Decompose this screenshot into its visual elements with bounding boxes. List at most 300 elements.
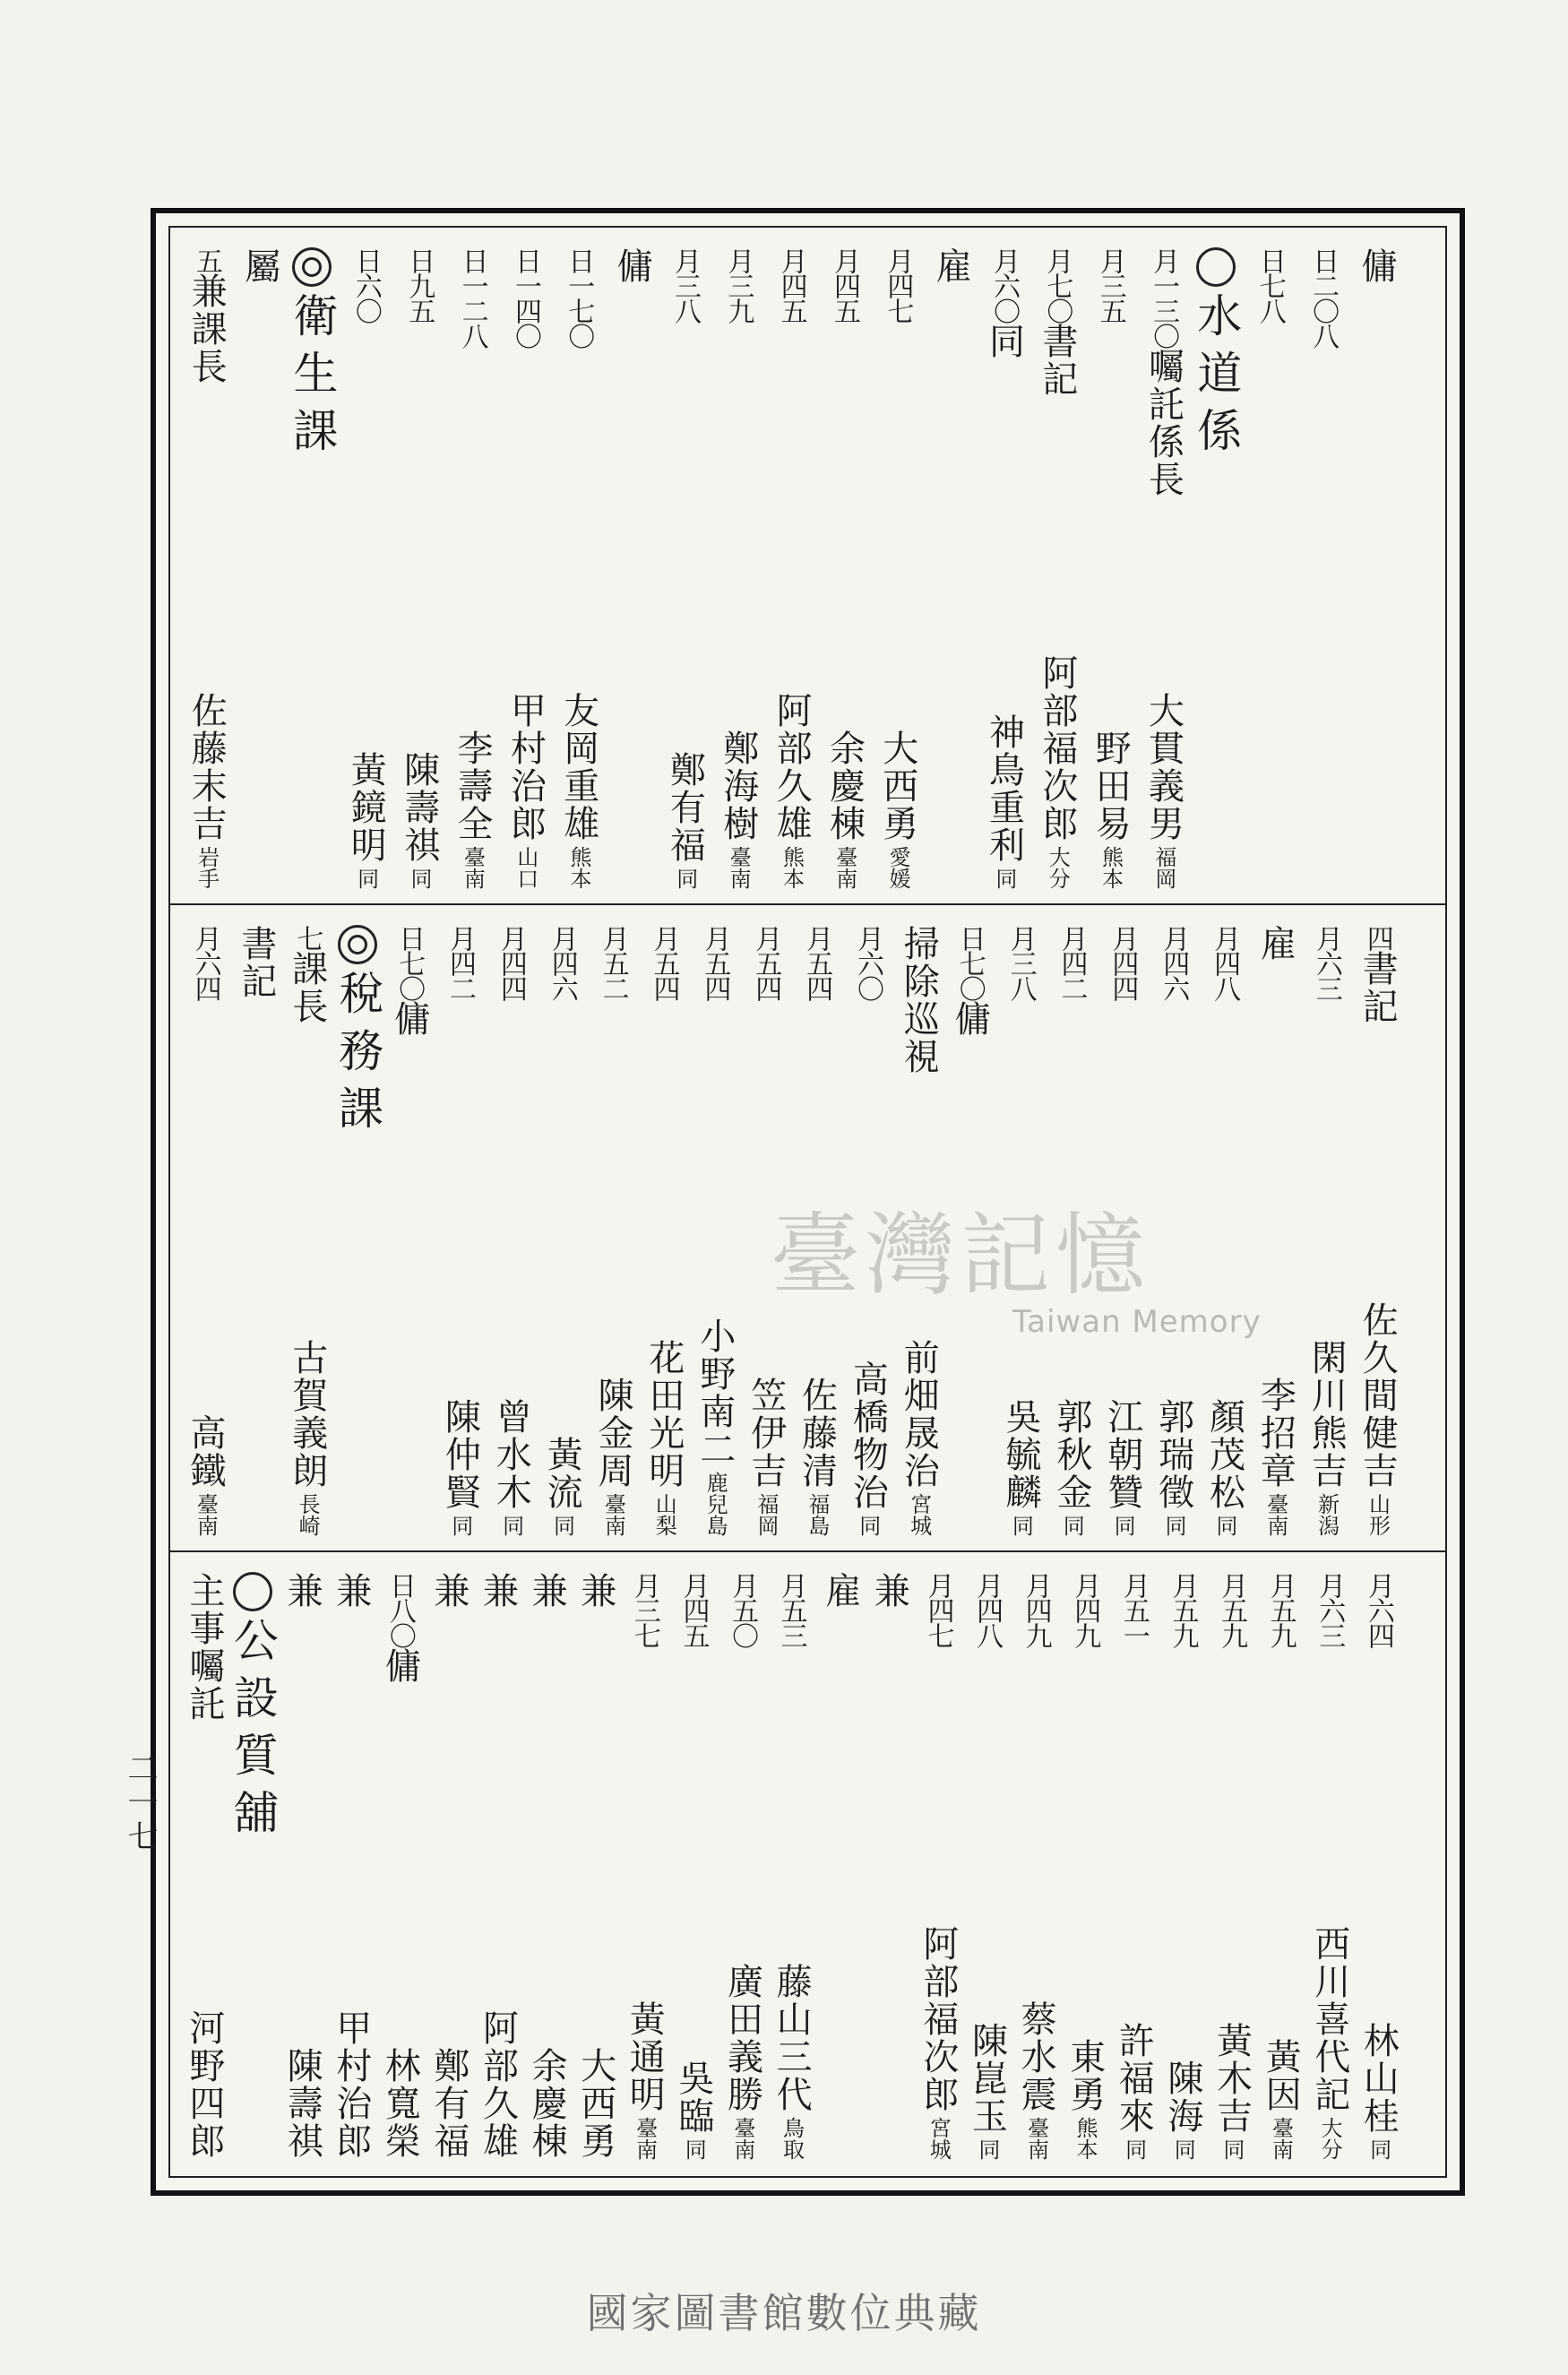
entry-column bbox=[179, 905, 230, 1550]
entry-person-origin: 臺南 bbox=[726, 846, 752, 889]
entry-person bbox=[624, 2000, 666, 2160]
entry-person bbox=[1065, 2038, 1104, 2160]
entry-person-name: 吳毓麟 bbox=[1000, 1398, 1042, 1511]
entry-person bbox=[504, 692, 547, 889]
entry-person-origin: 岩手 bbox=[194, 846, 220, 889]
entry-rank-salary: 月四九 bbox=[1020, 1572, 1052, 1647]
entry-rank-salary: 七 bbox=[291, 925, 323, 950]
entry-column bbox=[605, 228, 658, 903]
entry-person-origin: 宮城 bbox=[906, 1493, 932, 1536]
entry-person-origin: 同 bbox=[1059, 1515, 1085, 1536]
entry-column bbox=[1148, 905, 1199, 1550]
entry-person-origin: 鳥取 bbox=[779, 2117, 805, 2160]
entry-column bbox=[689, 905, 740, 1550]
entry-person-name bbox=[1303, 364, 1341, 477]
section-heading-text: 公設質舖 bbox=[226, 1617, 279, 1846]
entry-person-origin: 鹿兒島 bbox=[702, 1472, 728, 1536]
entry-title: 同 bbox=[983, 323, 1025, 360]
entry-person bbox=[1254, 1377, 1297, 1536]
entry-person-name: 黃流 bbox=[541, 1436, 583, 1511]
entry-person-origin: 同 bbox=[1121, 2138, 1147, 2160]
entry-column bbox=[485, 905, 536, 1550]
entry-title: 傭 bbox=[388, 1000, 430, 1038]
entry-rank-salary: 月七〇 bbox=[1041, 247, 1073, 323]
entry-person-origin: 同 bbox=[855, 1515, 881, 1536]
entry-person bbox=[1260, 2038, 1302, 2160]
entry-column bbox=[1136, 228, 1189, 903]
entry-rank-salary: 日一四〇 bbox=[509, 247, 541, 348]
entry-column bbox=[638, 905, 689, 1550]
entry-column bbox=[995, 905, 1046, 1550]
entry-rank-salary: 月五四 bbox=[699, 925, 731, 1000]
entry-rank-salary: 月六四 bbox=[1362, 1572, 1394, 1647]
entry-person bbox=[1016, 2000, 1055, 2160]
entry-person-name: 郭秋金 bbox=[1050, 1398, 1092, 1511]
entry-person bbox=[1090, 730, 1132, 889]
entry-person-origin: 同 bbox=[549, 1515, 575, 1536]
entry-rank-salary: 月一三〇 bbox=[1148, 247, 1180, 348]
entry-person-origin: 臺南 bbox=[632, 2117, 658, 2160]
entry-person-origin: 熊本 bbox=[779, 846, 805, 889]
entry-column bbox=[668, 1552, 718, 2174]
entry-person-name: 吳臨 bbox=[672, 2060, 714, 2135]
entry-column bbox=[1030, 228, 1083, 903]
entry-person bbox=[796, 1377, 838, 1536]
entry-person-name: 東勇 bbox=[1064, 2038, 1106, 2113]
section-bottom bbox=[170, 1552, 1445, 2174]
entry-person bbox=[491, 1398, 530, 1536]
entry-person bbox=[1250, 364, 1288, 502]
entry-person bbox=[966, 2022, 1008, 2160]
entry-column bbox=[619, 1552, 668, 2174]
entry-person-name: 黃因 bbox=[1260, 2038, 1302, 2113]
entry-title: 屬 bbox=[238, 247, 280, 285]
entry-person-name: 陳壽祺 bbox=[398, 751, 440, 864]
entry-title: 兼 bbox=[281, 1572, 323, 1610]
entry-person-origin: 熊本 bbox=[1073, 2117, 1098, 2160]
entry-column bbox=[658, 228, 711, 903]
entry-column bbox=[892, 905, 943, 1550]
entry-person bbox=[593, 1377, 632, 1536]
entry-person bbox=[771, 1963, 813, 2160]
entry-column bbox=[943, 905, 995, 1550]
entry-column bbox=[424, 1552, 473, 2174]
entry-person-origin: 同 bbox=[447, 1515, 473, 1536]
entry-person-name: 李壽全 bbox=[452, 730, 493, 842]
entry-column bbox=[1158, 1552, 1207, 2174]
entry-person-name: 佐藤末吉 bbox=[185, 692, 228, 842]
entry-person-origin: 大分 bbox=[1045, 846, 1071, 889]
entry-column bbox=[1300, 905, 1351, 1550]
entry-person-name: 河野四郎 bbox=[183, 2009, 225, 2160]
section-heading-text: 水道係 bbox=[1190, 292, 1243, 464]
entry-person-name: 阿部福次郎 bbox=[1036, 654, 1078, 842]
entry-person-origin: 同 bbox=[498, 1515, 524, 1536]
entry-person-name: 陳崑玉 bbox=[966, 2022, 1008, 2135]
entry-person bbox=[332, 2009, 370, 2160]
entry-person-origin bbox=[1258, 480, 1281, 502]
entry-column bbox=[536, 905, 587, 1550]
entry-title: 囑託係長 bbox=[1142, 348, 1185, 498]
entry-column bbox=[498, 228, 551, 903]
entry-column bbox=[1083, 228, 1136, 903]
entry-person bbox=[439, 1398, 481, 1536]
entry-person bbox=[1103, 1398, 1142, 1536]
entry-column bbox=[232, 228, 285, 903]
entry-rank-salary: 月五四 bbox=[750, 925, 782, 1000]
entry-person-name: 顏茂松 bbox=[1203, 1398, 1245, 1511]
entry-person-origin: 臺南 bbox=[831, 846, 857, 889]
entry-person bbox=[664, 751, 706, 889]
entry-column bbox=[551, 228, 604, 903]
entry-person-origin: 臺南 bbox=[1268, 2117, 1294, 2160]
entry-person bbox=[185, 2009, 223, 2160]
entry-rank-salary: 日七〇 bbox=[953, 925, 986, 1000]
entry-title: 傭 bbox=[1355, 247, 1397, 285]
entry-person-name: 阿部久雄 bbox=[771, 692, 813, 842]
entry-person-origin: 臺南 bbox=[729, 2117, 755, 2160]
entry-person bbox=[398, 751, 440, 889]
entry-person-name: 藤山三代 bbox=[771, 1963, 813, 2113]
entry-rank-salary: 月六〇 bbox=[988, 247, 1021, 323]
entry-person-name: 郭瑞徵 bbox=[1152, 1398, 1194, 1511]
entry-person-origin: 福島 bbox=[804, 1493, 830, 1536]
entry-person bbox=[429, 2047, 468, 2160]
entry-person bbox=[1357, 1301, 1399, 1536]
entry-person-name: 陳壽祺 bbox=[281, 2047, 323, 2160]
watermark-subtext: Taiwan Memory bbox=[1012, 1304, 1262, 1340]
entry-person-origin: 同 bbox=[1161, 1515, 1187, 1536]
entry-person bbox=[185, 692, 228, 889]
entry-person bbox=[771, 692, 813, 889]
entry-column bbox=[1060, 1552, 1109, 2174]
entry-person-name: 蔡水震 bbox=[1015, 2000, 1057, 2113]
entry-person-origin: 同 bbox=[1219, 2138, 1245, 2160]
entry-column bbox=[740, 905, 791, 1550]
entry-rank-salary: 月五九 bbox=[1264, 1572, 1297, 1647]
entry-column bbox=[1011, 1552, 1060, 2174]
entry-person bbox=[379, 2047, 421, 2160]
entry-person-name: 余慶棟 bbox=[823, 730, 866, 842]
entry-person-name: 閑川熊吉 bbox=[1305, 1339, 1348, 1490]
entry-rank-salary: 月三八 bbox=[668, 247, 701, 323]
double-circle-mark-icon bbox=[292, 247, 332, 287]
section-heading bbox=[333, 925, 382, 1142]
entry-person bbox=[1153, 1398, 1192, 1536]
entry-rank-salary: 月四六 bbox=[546, 925, 578, 1000]
entry-person-name: 余慶棟 bbox=[526, 2047, 568, 2160]
entry-column bbox=[1046, 905, 1097, 1550]
section-top bbox=[170, 228, 1445, 903]
entry-person-name: 廣田義勝 bbox=[721, 1963, 763, 2113]
entry-person-origin: 臺南 bbox=[460, 846, 486, 889]
entry-person bbox=[918, 1925, 957, 2160]
entry-person-origin: 長崎 bbox=[295, 1493, 321, 1536]
entry-column bbox=[228, 1552, 278, 2174]
entry-rank-salary bbox=[1361, 247, 1390, 323]
entry-person-origin: 山口 bbox=[513, 846, 538, 889]
entry-column bbox=[434, 905, 485, 1550]
entry-person bbox=[1357, 439, 1395, 577]
entry-title: 傭 bbox=[611, 247, 653, 285]
section-middle bbox=[170, 905, 1445, 1550]
entry-rank-salary: 五 bbox=[190, 247, 222, 272]
entry-person bbox=[576, 2047, 615, 2160]
section-heading bbox=[228, 1572, 277, 1846]
entry-column bbox=[871, 228, 924, 903]
entry-column bbox=[718, 1552, 767, 2174]
entry-person-origin: 山形 bbox=[1365, 1493, 1391, 1536]
entry-rank-salary: 月五四 bbox=[648, 925, 680, 1000]
entry-person bbox=[719, 730, 757, 889]
entry-person-name bbox=[1357, 439, 1395, 552]
entry-person bbox=[644, 1339, 683, 1536]
entry-person bbox=[745, 1377, 787, 1536]
entry-person-name: 高鐵 bbox=[185, 1414, 227, 1490]
entry-person-name: 林山桂 bbox=[1357, 2022, 1400, 2135]
entry-rank-salary: 日二〇八 bbox=[1307, 247, 1340, 348]
entry-rank-salary: 日七〇 bbox=[393, 925, 426, 1000]
entry-person bbox=[1052, 1398, 1090, 1536]
entry-person-name: 笠伊吉 bbox=[745, 1377, 787, 1490]
entry-person-origin: 同 bbox=[1008, 1515, 1034, 1536]
entry-person-origin: 臺南 bbox=[193, 1493, 219, 1536]
entry-title: 傭 bbox=[949, 1000, 991, 1038]
entry-person bbox=[452, 730, 491, 889]
entry-person-name bbox=[1250, 364, 1288, 477]
entry-person bbox=[345, 751, 387, 889]
entry-person bbox=[1163, 2060, 1202, 2160]
entry-column bbox=[1249, 905, 1300, 1550]
entry-person bbox=[1204, 1398, 1243, 1536]
entry-title: 書記 bbox=[1357, 950, 1399, 1025]
entry-rank-salary: 月三七 bbox=[628, 1572, 660, 1647]
entry-rank-salary: 月四二 bbox=[1055, 925, 1088, 1000]
entry-column bbox=[1190, 228, 1243, 903]
entry-person-origin: 福岡 bbox=[1150, 846, 1176, 889]
entry-title: 兼 bbox=[427, 1572, 470, 1610]
entry-person-origin bbox=[1364, 556, 1387, 577]
entry-column bbox=[277, 1552, 326, 2174]
entry-person-name: 陳金周 bbox=[592, 1377, 634, 1490]
page-number: 二一七 bbox=[122, 1752, 158, 1854]
entry-rank-salary: 月五四 bbox=[801, 925, 833, 1000]
entry-person bbox=[847, 1360, 889, 1536]
entry-rank-salary: 月四二 bbox=[444, 925, 476, 1000]
entry-column bbox=[179, 228, 232, 903]
entry-title: 課長 bbox=[286, 950, 328, 1025]
entry-person-origin: 臺南 bbox=[600, 1493, 626, 1536]
entry-person-name: 陳海 bbox=[1161, 2060, 1203, 2135]
entry-person-name: 甲村治郎 bbox=[504, 692, 547, 842]
entry-rank-salary: 月五〇 bbox=[727, 1572, 759, 1647]
entry-person-name: 西川喜代記 bbox=[1308, 1925, 1350, 2113]
entry-person-name: 鄭有福 bbox=[427, 2047, 470, 2160]
entry-person bbox=[288, 1339, 326, 1536]
entry-person-name: 大西勇 bbox=[876, 730, 918, 842]
entry-person-name: 阿部久雄 bbox=[477, 2009, 519, 2160]
entry-column bbox=[281, 905, 332, 1550]
entry-column bbox=[1199, 905, 1250, 1550]
entry-column bbox=[1097, 905, 1148, 1550]
entry-person bbox=[878, 730, 917, 889]
entry-person bbox=[1142, 692, 1185, 889]
circle-mark-icon bbox=[1196, 247, 1236, 287]
entry-rank-salary: 月六四 bbox=[189, 925, 221, 1000]
entry-rank-salary: 月五一 bbox=[1117, 1572, 1150, 1647]
entry-person bbox=[542, 1436, 581, 1536]
entry-column bbox=[1255, 1552, 1305, 2174]
entry-title: 雇 bbox=[930, 247, 972, 285]
entry-rank-salary: 月六三 bbox=[1310, 925, 1342, 1000]
entry-rank-salary: 日一七〇 bbox=[563, 247, 595, 348]
entry-column bbox=[962, 1552, 1012, 2174]
entry-person bbox=[477, 2009, 519, 2160]
entry-column bbox=[230, 905, 281, 1550]
entry-person-name: 黃鏡明 bbox=[345, 751, 387, 864]
entry-person-name: 花田光明 bbox=[642, 1339, 685, 1490]
entry-title: 書記 bbox=[235, 925, 277, 1000]
entry-column bbox=[375, 1552, 424, 2174]
entry-title: 傭 bbox=[379, 1647, 421, 1685]
entry-person-origin bbox=[1311, 480, 1334, 502]
footer-archive-name: 國家圖書館數位典藏 bbox=[586, 2289, 982, 2337]
entry-person bbox=[1310, 1925, 1348, 2160]
entry-person-name: 大西勇 bbox=[574, 2047, 616, 2160]
entry-rank-salary: 月三九 bbox=[722, 247, 754, 323]
watermark-text: 臺灣記憶 bbox=[771, 1203, 1150, 1308]
entry-person-name: 甲村治郎 bbox=[330, 2009, 372, 2160]
entry-person-name: 許福來 bbox=[1113, 2022, 1155, 2135]
entry-person bbox=[1000, 1398, 1042, 1536]
entry-column bbox=[332, 905, 383, 1550]
entry-person-origin: 同 bbox=[974, 2138, 1000, 2160]
entry-person-name: 野田易 bbox=[1090, 730, 1132, 842]
entry-title: 書記 bbox=[1036, 323, 1078, 398]
entry-person-origin: 新潟 bbox=[1314, 1493, 1340, 1536]
entry-person-origin: 臺南 bbox=[1023, 2117, 1049, 2160]
entry-person-origin: 大分 bbox=[1317, 2117, 1343, 2160]
double-circle-mark-icon bbox=[338, 925, 377, 964]
entry-rank-salary: 月四六 bbox=[1158, 925, 1190, 1000]
entry-column bbox=[521, 1552, 571, 2174]
entry-person bbox=[674, 2060, 712, 2160]
entry-rank-salary: 四 bbox=[1361, 925, 1393, 950]
section-heading bbox=[1190, 247, 1243, 464]
entry-person-origin: 同 bbox=[1211, 1515, 1237, 1536]
entry-rank-salary: 日九五 bbox=[403, 247, 435, 323]
entry-person-origin: 同 bbox=[1366, 2138, 1391, 2160]
entry-column bbox=[326, 1552, 375, 2174]
entry-person-name: 江朝贊 bbox=[1101, 1398, 1143, 1511]
entry-person bbox=[185, 1414, 227, 1536]
entry-rank-salary: 月四八 bbox=[1209, 925, 1241, 1000]
entry-person-name: 鄭海樹 bbox=[717, 730, 759, 842]
entry-title: 兼 bbox=[574, 1572, 616, 1610]
entry-person-origin: 同 bbox=[1170, 2138, 1196, 2160]
entry-column bbox=[392, 228, 444, 903]
entry-column bbox=[764, 228, 817, 903]
entry-title: 主事囑託 bbox=[183, 1572, 225, 1723]
entry-rank-salary: 日一二八 bbox=[456, 247, 488, 348]
entry-column bbox=[1351, 905, 1402, 1550]
entry-person bbox=[1357, 2022, 1400, 2160]
entry-title: 兼 bbox=[526, 1572, 568, 1610]
entry-column bbox=[815, 1552, 865, 2174]
entry-person-name: 佐久間健吉 bbox=[1357, 1301, 1399, 1490]
entry-person bbox=[526, 2047, 568, 2160]
entry-person-origin: 宮城 bbox=[926, 2117, 952, 2160]
entry-rank-salary: 月五九 bbox=[1167, 1572, 1199, 1647]
entry-column bbox=[977, 228, 1030, 903]
page-frame bbox=[151, 208, 1465, 2196]
entry-column bbox=[817, 228, 870, 903]
entry-column bbox=[924, 228, 977, 903]
entry-column bbox=[571, 1552, 620, 2174]
entry-title: 雇 bbox=[819, 1572, 861, 1610]
entry-person-name: 佐藤清 bbox=[796, 1377, 838, 1490]
entry-person-origin: 愛媛 bbox=[885, 846, 911, 889]
entry-person-origin: 同 bbox=[991, 868, 1017, 889]
entry-person bbox=[1113, 2022, 1155, 2160]
entry-column bbox=[473, 1552, 522, 2174]
circle-mark-icon bbox=[233, 1572, 272, 1611]
entry-rank-salary: 月四五 bbox=[775, 247, 807, 323]
entry-person-name: 高橋物治 bbox=[847, 1360, 889, 1511]
entry-column bbox=[1207, 1552, 1256, 2174]
entry-title: 兼 bbox=[330, 1572, 372, 1610]
entry-person-name: 古賀義朗 bbox=[286, 1339, 328, 1490]
entry-person-origin: 福岡 bbox=[754, 1493, 780, 1536]
entry-rank-salary: 月五九 bbox=[1216, 1572, 1248, 1647]
entry-rank-salary: 月四八 bbox=[971, 1572, 1004, 1647]
entry-person-name: 黃通明 bbox=[624, 2000, 666, 2113]
entry-rank-salary: 月三八 bbox=[1004, 925, 1037, 1000]
entry-person bbox=[1303, 364, 1341, 502]
entry-person-name: 前畑晟治 bbox=[898, 1339, 940, 1490]
entry-person-name: 黃木吉 bbox=[1210, 2022, 1253, 2135]
entry-person-name: 阿部福次郎 bbox=[917, 1925, 959, 2113]
entry-person-origin: 同 bbox=[407, 868, 433, 889]
entry-column bbox=[913, 1552, 962, 2174]
entry-rank-salary: 日六〇 bbox=[349, 247, 382, 323]
entry-column bbox=[179, 1552, 228, 2174]
entry-rank-salary: 月六三 bbox=[1314, 1572, 1346, 1647]
entry-rank-salary: 月四五 bbox=[677, 1572, 710, 1647]
entry-person bbox=[823, 730, 866, 889]
entry-person bbox=[695, 1317, 734, 1536]
entry-column bbox=[864, 1552, 913, 2174]
entry-column bbox=[1353, 1552, 1402, 2174]
entry-column bbox=[286, 228, 339, 903]
page-frame-inner bbox=[168, 226, 1447, 2178]
entry-column bbox=[1305, 1552, 1354, 2174]
entry-title: 兼 bbox=[868, 1572, 910, 1610]
entry-rank-salary: 月五三 bbox=[775, 1572, 807, 1647]
entry-column bbox=[445, 228, 498, 903]
entry-person-origin: 熊本 bbox=[566, 846, 592, 889]
entry-title: 掃除巡視 bbox=[898, 925, 940, 1075]
entry-person bbox=[722, 1963, 761, 2160]
entry-column bbox=[791, 905, 842, 1550]
entry-person bbox=[282, 2047, 321, 2160]
entry-rank-salary: 月四五 bbox=[829, 247, 861, 323]
section-heading-text: 衛生課 bbox=[286, 292, 339, 464]
entry-person-origin: 同 bbox=[672, 868, 698, 889]
entry-rank-salary: 月三五 bbox=[1094, 247, 1126, 323]
entry-person-name: 鄭有福 bbox=[664, 751, 706, 864]
entry-person bbox=[1038, 654, 1076, 889]
